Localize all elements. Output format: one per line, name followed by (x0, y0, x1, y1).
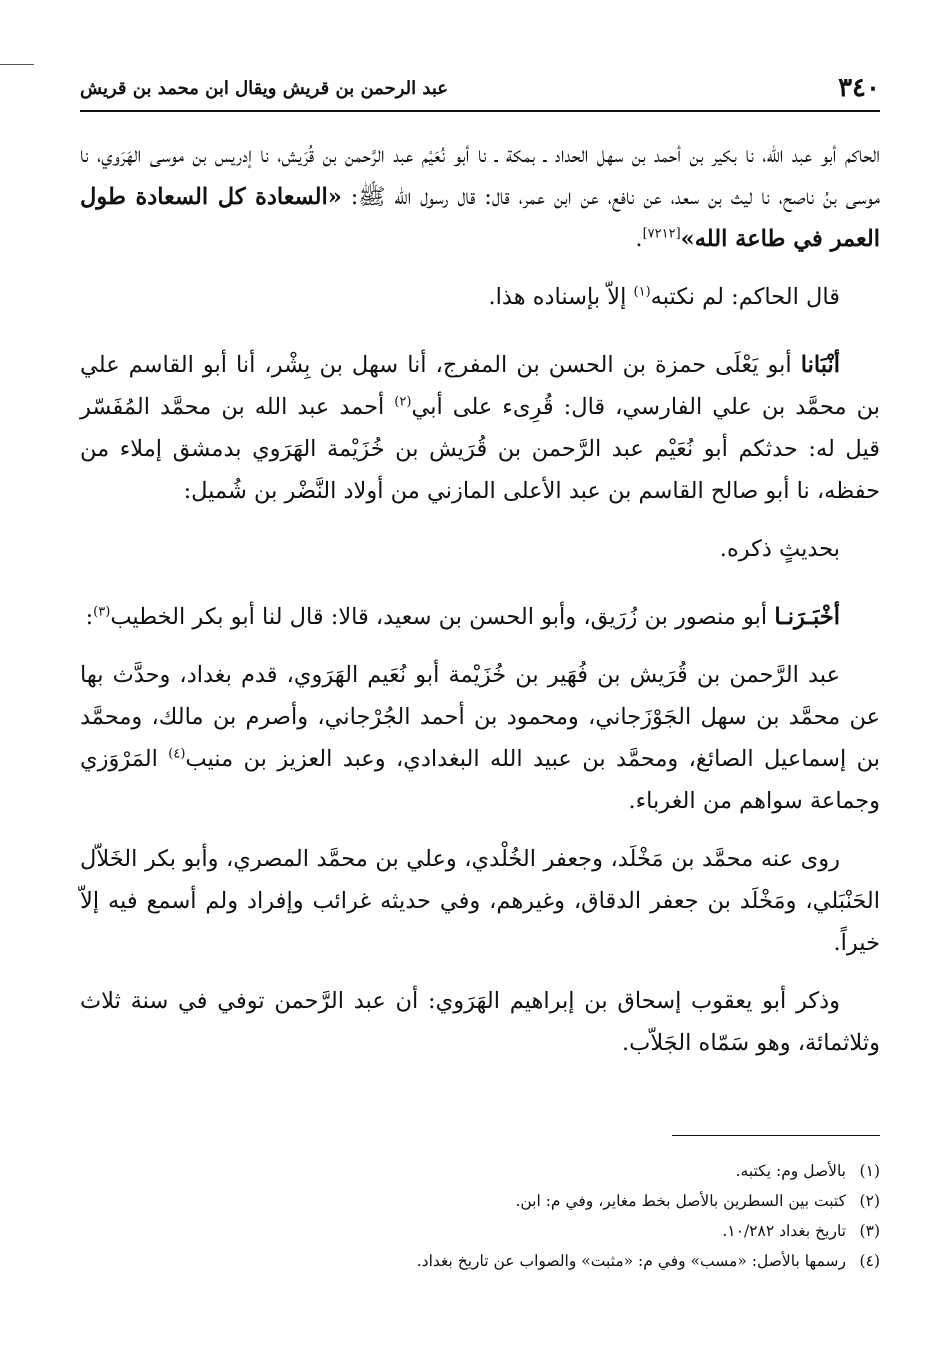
transmission-keyword: أخْبَـرَنـا (774, 604, 840, 630)
paragraph-isnad-1 (80, 134, 880, 260)
paragraph-text: المَرْوَزي وجماعة سواهم من الغرباء. (80, 746, 880, 814)
paragraph-hakim-note (80, 276, 880, 318)
paragraph-narrators: روى عنه محمَّد بن مَخْلَد، وجعفر الخُلْدي، وعلي بن محمَّد المصري، وأبو بكر الخَلاّل الحَنْبَلي، ومَخْلَد بن جعفر الدقاق، وغيرهم، وفي حديثه غرائب وإفراد ولم أسمع فيه إلاّ خيراً. (80, 846, 880, 956)
footnote-text: كتبت بين السطرين بالأصل بخط مغاير، وفي م: ابن. (515, 1192, 846, 1210)
paragraph-text: عبد الرَّحمن بن قُرَيش بن فُهَير بن خُزَيْمة أبو نُعَيم الهَرَوي، قدم بغداد، وحدَّث بها عن محمَّد بن سهل الجَوْزَجاني، ومحمود بن أحمد الجُرْجاني، وأصرم بن مالك، ومحمَّد بن إسماعيل الصائغ، ومحمَّد بن عبيد الله البغدادي، وعبد العزيز بن منيب (80, 662, 880, 772)
paragraph-text: أبو يَعْلَى حمزة بن الحسن بن المفرج، أنا سهل بن بِشْر، أنا أبو القاسم علي بن محمَّد بن علي الفارسي، قال: قُرِىء على أبي (80, 352, 880, 420)
paragraph-text: قال الحاكم: لم نكتبه (650, 284, 840, 310)
footnote-number: (٤) (859, 1252, 880, 1270)
paragraph-biography (80, 654, 880, 822)
footnote-marker-3: (٣) (93, 604, 111, 620)
paragraph-text: أحمد عبد الله بن محمَّد المُفَسّر قيل له: حدثكم أبو نُعَيْم عبد الرَّحمن بن قُرَيش بن خُزَيْمة الهَرَوي بدمشق إملاء من حفظه، نا أبو صالح القاسم بن عبد الأعلى المازني من أولاد النَّضْر بن شُميل: (80, 394, 880, 504)
footnote-marker-4: (٤) (168, 746, 186, 762)
transmission-keyword: أنْبَانا (800, 352, 840, 378)
header-rule (80, 110, 880, 112)
footnote-marker-1: (١) (633, 284, 651, 300)
paragraph-isnad-3 (80, 596, 880, 638)
paragraph-death: وذكر أبو يعقوب إسحاق بن إبراهيم الهَرَوي: أن عبد الرَّحمن توفي في سنة ثلاث وثلاثمائة، وهو سَمّاه الجَلاّب. (80, 988, 880, 1056)
footnote-number: (٢) (859, 1192, 880, 1210)
footnote-text: تاريخ بغداد ١٠/٢٨٢. (722, 1222, 846, 1240)
footnote-marker-2: (٢) (394, 394, 412, 410)
page-header (80, 72, 880, 104)
paragraph-isnad-2 (80, 344, 880, 512)
paragraph-end: . (635, 226, 643, 252)
running-title: عبد الرحمن بن قريش ويقال ابن محمد بن قريش (80, 77, 449, 99)
footnote-item (80, 1246, 880, 1276)
footnote-item (80, 1156, 880, 1186)
paragraph-text: أبو منصور بن زُرَيق، وأبو الحسن بن سعيد، قالا: قال لنا أبو بكر الخطيب (110, 604, 775, 630)
paragraph-text: الحاكم أبو عبد الله، نا بكير بن أحمد بن سهل الحداد ـ بمكة ـ نا أبو نُعَيْم عبد الرَّحمن بن قُرَيش، نا إدريس بن موسى الهَرَوي، نا موسى بنُ ناصح، نا ليث بن سعد، عن نافع، عن ابن عمر، قال: قال رسول الله ﷺ: (80, 142, 880, 210)
footnote-item (80, 1216, 880, 1246)
footnote-item (80, 1186, 880, 1216)
paragraph-text: إلاّ بإسناده هذا. (488, 284, 634, 310)
hadith-text: «السعادة كل السعادة طول العمر في طاعة الله» (80, 184, 880, 252)
paragraph-text: : (85, 604, 94, 630)
scan-edge-mark (0, 64, 34, 65)
paragraph-short: بحديثٍ ذكره. (719, 536, 840, 562)
footnote-number: (٣) (859, 1222, 880, 1240)
main-text (80, 134, 880, 1064)
footnotes (80, 1156, 880, 1276)
footnote-text: بالأصل وم: يكتبه. (735, 1162, 846, 1180)
page-number: ٣٤٠ (838, 73, 880, 103)
footnote-separator (672, 1135, 880, 1136)
footnote-number: (١) (859, 1162, 880, 1180)
hadith-reference: [٧٢١٢] (642, 226, 681, 242)
footnote-text: رسمها بالأصل: «مسب» وفي م: «مثبت» والصواب عن تاريخ بغداد. (416, 1252, 846, 1270)
